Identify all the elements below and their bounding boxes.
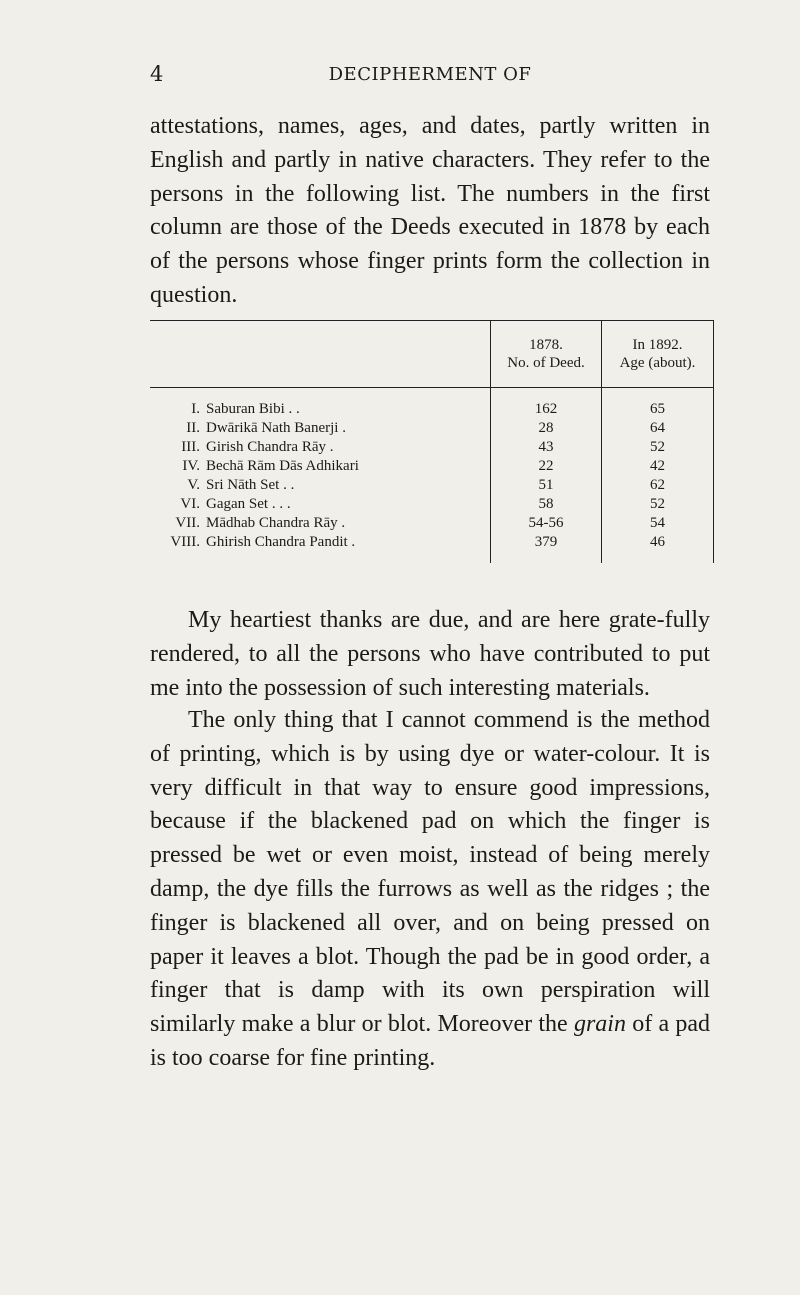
table-row bbox=[150, 533, 714, 563]
row-name: Saburan Bibi . . bbox=[206, 401, 300, 417]
row-numeral: I. bbox=[191, 401, 200, 417]
row-numeral: II. bbox=[186, 420, 200, 436]
method-text-before: The only thing that I cannot commend is the method of printing, which is by using dye or water-colour. It is very difficult in that way to ensure good impressions, because if the blackened pad on which the finger is pressed be wet or even moist, instead of being merely damp, the dye fills the furrows as well as the ridges ; the finger is blackened all over, and on being pressed on paper it leaves a blot. Though the pad be in good order, a finger that is damp with its own perspiration will similarly make a blur or blot. Moreover the bbox=[150, 707, 710, 1038]
row-numeral: VII. bbox=[175, 515, 200, 531]
running-title: DECIPHERMENT OF bbox=[328, 64, 532, 85]
row-numeral: III. bbox=[181, 439, 200, 455]
table-row bbox=[150, 495, 714, 514]
row-age: 42 bbox=[602, 457, 714, 476]
row-deed: 28 bbox=[491, 419, 602, 438]
row-deed: 43 bbox=[491, 438, 602, 457]
row-name: Mādhab Chandra Rāy . bbox=[206, 515, 346, 531]
row-age: 46 bbox=[602, 533, 714, 563]
table-row bbox=[150, 419, 714, 438]
row-name: Sri Nāth Set . . bbox=[206, 477, 295, 493]
row-deed: 162 bbox=[491, 388, 602, 420]
deeds-table bbox=[150, 320, 714, 563]
header-deed-cell bbox=[491, 321, 602, 388]
method-text-after: of a pad is too coarse for fine printing. bbox=[150, 1011, 711, 1071]
table-header-row bbox=[150, 321, 714, 388]
row-age: 52 bbox=[602, 495, 714, 514]
row-name: Bechā Rām Dās Adhikari bbox=[206, 458, 359, 474]
row-name: Girish Chandra Rāy . bbox=[206, 439, 334, 455]
header-age-cell bbox=[602, 321, 714, 388]
row-deed: 58 bbox=[491, 495, 602, 514]
header-age-label: Age (about). bbox=[619, 355, 696, 371]
header-age-year: In 1892. bbox=[632, 337, 683, 353]
method-italic-word: grain bbox=[573, 1011, 626, 1038]
row-name: Ghirish Chandra Pandit . bbox=[206, 534, 356, 550]
thanks-paragraph: My heartiest thanks are due, and are here grate-fully rendered, to all the persons who have contributed to put me into the possession of such interesting materials. bbox=[150, 607, 710, 701]
row-numeral: VIII. bbox=[170, 534, 200, 550]
table-row bbox=[150, 388, 714, 420]
row-numeral: VI. bbox=[180, 496, 200, 512]
page-number: 4 bbox=[150, 62, 164, 86]
row-age: 62 bbox=[602, 476, 714, 495]
table-row bbox=[150, 457, 714, 476]
table-row bbox=[150, 438, 714, 457]
row-deed: 22 bbox=[491, 457, 602, 476]
row-deed: 51 bbox=[491, 476, 602, 495]
row-deed: 379 bbox=[491, 533, 602, 563]
page-header bbox=[150, 62, 710, 86]
row-name: Dwārikā Nath Banerji . bbox=[206, 420, 346, 436]
row-age: 64 bbox=[602, 419, 714, 438]
header-name-cell bbox=[150, 321, 491, 388]
header-deed-year: 1878. bbox=[529, 337, 563, 353]
row-name: Gagan Set . . . bbox=[206, 496, 291, 512]
intro-paragraph: attestations, names, ages, and dates, partly written in English and partly in native characters. They refer to the persons in the following list. The numbers in the first column are those of the Deeds executed in 1878 by each of the persons whose finger prints form the collection in question. bbox=[150, 113, 710, 308]
method-paragraph bbox=[150, 704, 710, 1076]
row-deed: 54-56 bbox=[491, 514, 602, 533]
row-numeral: V. bbox=[187, 477, 200, 493]
row-age: 52 bbox=[602, 438, 714, 457]
header-deed-label: No. of Deed. bbox=[507, 355, 585, 371]
table-row bbox=[150, 476, 714, 495]
table-row bbox=[150, 514, 714, 533]
row-age: 54 bbox=[602, 514, 714, 533]
row-age: 65 bbox=[602, 388, 714, 420]
row-numeral: IV. bbox=[182, 458, 200, 474]
